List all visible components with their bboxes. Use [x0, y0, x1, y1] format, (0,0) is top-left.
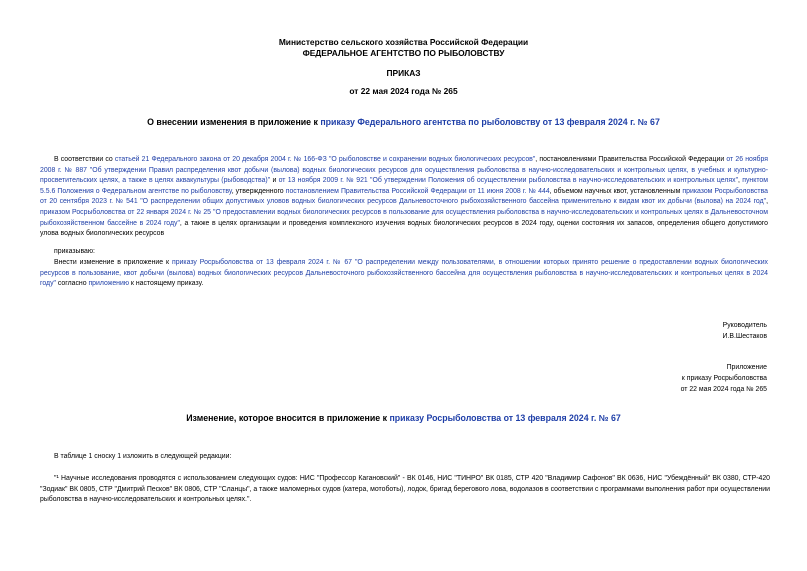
order-title	[0, 116, 807, 128]
appendix-title	[0, 412, 807, 424]
clause-text-a: Внести изменение в приложение к	[54, 259, 172, 266]
agency-regulation-link[interactable]: пунктом 5.5.6 Положения о Федеральном агентстве по рыболовству	[40, 177, 768, 195]
signatory-name: И.В.Шестаков	[722, 333, 767, 340]
order-title-link[interactable]: приказу Федерального агентства по рыболовству от 13 февраля 2024 г. № 67	[320, 117, 660, 127]
order-clause-paragraph	[40, 258, 768, 290]
order-541-link[interactable]: приказом Росрыболовства от 20 сентября 2023 г. № 541 "О распределении общих допустимых уловов водных биологических ресурсов Дальневосточного рыбохозяйственного бассейна применительно к видам квот их добычи (вылова) на 2024 год"	[40, 187, 768, 206]
preamble-text-g: ,	[766, 198, 768, 206]
appendix-title-prefix: Изменение, которое вносится в приложение к	[186, 413, 390, 423]
preamble-text-e: , утвержденного	[231, 187, 286, 195]
ministry-heading: Министерство сельского хозяйства Российской Федерации	[278, 37, 529, 47]
appendix-title-link[interactable]: приказу Росрыболовства от 13 февраля 2024 г. № 67	[389, 413, 621, 423]
footnote-text: "¹ Научные исследования проводятся с использованием следующих судов: НИС "Профессор Кагановский" - ВК 0146, НИС "ТИНРО" ВК 0185, СТР 420 "Владимир Сафонов" ВК 0636, НИС "Убеждённый" ВК 0380, СТР-420 "Зодиак" ВК 0805, СТР "Дмитрий Песков" ВК 0806, СТР "Сланцы", а также маломерных судов (катера, мотоботы), лодок, бригад берегового лова, водолазов в соответствии с программами выполнения работ при осуществлении рыболовства в научно-исследовательских и контрольных целях.".	[40, 475, 770, 504]
appendix-to-order: к приказу Росрыболовства	[681, 375, 767, 382]
signatory-position: Руководитель	[722, 322, 767, 329]
preamble-text-f: , объемом научных квот, установленным	[549, 187, 683, 195]
appendix-instruction: В таблице 1 сноску 1 изложить в следующей редакции:	[54, 453, 232, 460]
preamble-text-c: и	[270, 177, 279, 185]
preamble-text-h: , а также в целях организации и проведения комплексного изучения водных биологических ресурсов в 2024 году, оценки состояния их запасов, определения общего допустимого улова водных биологических ресурсов	[40, 219, 768, 238]
order-word: приказываю:	[54, 248, 95, 255]
law-article-link[interactable]: статьей 21 Федерального закона от 20 декабря 2004 г. № 166-ФЗ "О рыболовстве и сохранении водных биологических ресурсов"	[114, 156, 536, 163]
clause-text-b: согласно	[55, 280, 89, 288]
agency-heading: ФЕДЕРАЛЬНОЕ АГЕНТСТВО ПО РЫБОЛОВСТВУ	[302, 48, 505, 58]
appendix-link[interactable]: приложению	[88, 280, 129, 288]
order-67-link[interactable]: приказу Росрыболовства от 13 февраля 2024 г. № 67 "О распределении между пользователями, в отношении которых принято решение о предоставлении водных биологических ресурсов в пользование, квот добычи (вылова) водных биологических ресурсов Дальневосточного рыбохозяйственного бассейна для осуществления рыболовства в научно-исследовательских и контрольных целях в 2024 году"	[40, 259, 768, 288]
preamble-text-a: В соответствии со	[54, 156, 115, 163]
preamble-paragraph	[40, 155, 768, 240]
preamble-text-b: , постановлениями Правительства Российской Федерации	[535, 156, 727, 163]
decree-921-link[interactable]: от 13 ноября 2009 г. № 921 "Об утверждении Положения об осуществлении рыболовства в научно-исследовательских и контрольных целях"	[278, 177, 739, 185]
appendix-label: Приложение	[726, 364, 767, 371]
appendix-date-number: от 22 мая 2024 года № 265	[680, 386, 767, 393]
decree-444-link[interactable]: постановлением Правительства Российской Федерации от 11 июня 2008 г. № 444	[285, 187, 550, 195]
order-25-link[interactable]: приказом Росрыболовства от 22 января 2024 г. № 25 "О предоставлении водных биологических ресурсов в пользование для осуществления рыболовства в научно-исследовательских и контрольных целях в Дальневосточном рыбохозяйственном бассейне в 2024 году"	[40, 208, 768, 227]
preamble-text-d: ,	[738, 177, 743, 185]
order-date-number: от 22 мая 2024 года № 265	[349, 86, 458, 96]
clause-text-c: к настоящему приказу.	[128, 280, 204, 288]
doc-type-heading: ПРИКАЗ	[386, 68, 421, 78]
order-title-prefix: О внесении изменения в приложение к	[147, 117, 321, 127]
decree-887-link[interactable]: от 26 ноября 2008 г. № 887 "Об утверждении Правил распределения квот добычи (вылова) водных биологических ресурсов для осуществления рыболовства в научно-исследовательских и контрольных целях, в учебных и культурно-просветительских целях, а также в целях аквакультуры (рыбоводства)"	[40, 156, 768, 185]
